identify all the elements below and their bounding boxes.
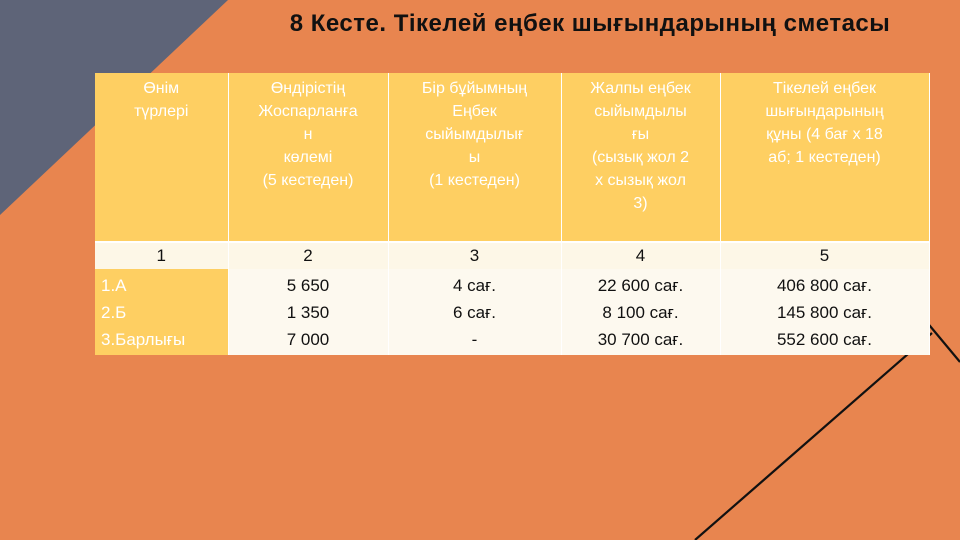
data-row (95, 269, 929, 355)
diagonal-line-long (695, 333, 932, 540)
header-product-types: Өнім түрлері (95, 73, 228, 242)
product-names-cell: 1.А 2.Б 3.Барлығы (95, 269, 228, 355)
diagonal-line-short (925, 320, 960, 362)
column-index: 2 (228, 242, 388, 269)
page-title: 8 Кесте. Тікелей еңбек шығындарының сметасы (289, 10, 891, 37)
header-total-labor-intensity: Жалпы еңбек сыйымдылы ғы (сызық жол 2 х сызық жол 3) (561, 73, 720, 242)
header-row (95, 73, 929, 242)
header-planned-volume: Өндірістің Жоспарланға н көлемі (5 кестеден) (228, 73, 388, 242)
column-index-row (95, 242, 929, 269)
labor-cost-cell: 406 800 сағ. 145 800 сағ. 552 600 сағ. (720, 269, 929, 355)
estimate-table (95, 73, 929, 355)
total-labor-cell: 22 600 сағ. 8 100 сағ. 30 700 сағ. (561, 269, 720, 355)
column-index: 5 (720, 242, 929, 269)
column-index: 3 (388, 242, 561, 269)
unit-labor-cell: 4 сағ. 6 сағ. - (388, 269, 561, 355)
column-index: 4 (561, 242, 720, 269)
column-index: 1 (95, 242, 228, 269)
planned-volume-cell: 5 650 1 350 7 000 (228, 269, 388, 355)
header-unit-labor-intensity: Бір бұйымның Еңбек сыйымдылығ ы (1 кестеден) (388, 73, 561, 242)
header-direct-labor-cost: Тікелей еңбек шығындарының құны (4 бағ х 18 аб; 1 кестеден) (720, 73, 929, 242)
